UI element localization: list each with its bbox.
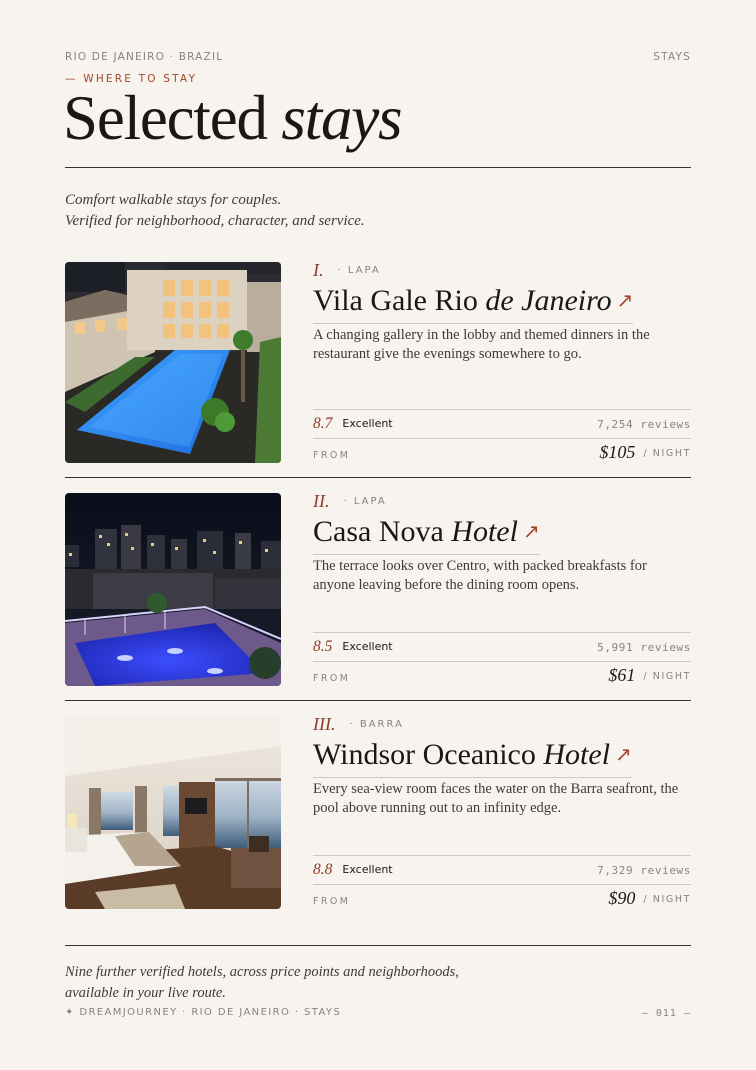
per-night-label: / NIGHT — [643, 671, 691, 682]
kicker: — WHERE TO STAY — [65, 73, 198, 85]
page-title-italic: stays — [281, 83, 402, 153]
price-from-label: FROM — [313, 896, 351, 907]
rating-rule — [313, 632, 691, 633]
per-night-label: / NIGHT — [643, 894, 691, 905]
review-count[interactable]: 7,329 reviews — [597, 864, 691, 877]
footer-rule — [65, 945, 691, 946]
rating-rule — [313, 855, 691, 856]
hotel-name-regular: Vila Gale Rio — [313, 284, 486, 317]
rating-verdict: Excellent — [342, 640, 393, 653]
price-rule — [313, 884, 691, 885]
page-title — [63, 78, 401, 158]
price-block — [608, 888, 691, 909]
hotel-name-italic: Hotel — [451, 515, 518, 548]
rating-line — [313, 415, 393, 433]
rating-line — [313, 638, 393, 656]
location-label: RIO DE JANEIRO · BRAZIL — [65, 51, 224, 63]
rating-rule — [313, 409, 691, 410]
rating-score: 8.8 — [313, 861, 333, 878]
hotel-name-italic: de Janeiro — [485, 284, 612, 317]
price-from-label: FROM — [313, 450, 351, 461]
hotel-description: A changing gallery in the lobby and themed dinners in the restaurant give the evenings somewhere to go. — [313, 327, 650, 362]
intro-line-1: Comfort walkable stays for couples. — [65, 192, 282, 208]
outro-line-2: available in your live route. — [65, 985, 226, 1001]
outro-text — [65, 962, 459, 1004]
rooftop-photo-illustration — [65, 493, 281, 686]
room-photo-illustration — [65, 716, 281, 909]
nightly-price: $105 — [599, 442, 636, 462]
price-block — [608, 665, 691, 686]
review-count[interactable]: 5,991 reviews — [597, 641, 691, 654]
hotel-numeral: I. — [313, 260, 324, 280]
review-count[interactable]: 7,254 reviews — [597, 418, 691, 431]
hotel-name-link[interactable] — [313, 514, 540, 555]
hotel-name-link[interactable] — [313, 283, 633, 324]
hotel-numeral: II. — [313, 491, 330, 511]
external-arrow-icon: ↗ — [615, 742, 632, 766]
rating-verdict: Excellent — [342, 863, 393, 876]
hotel-index-line — [313, 714, 404, 735]
rating-score: 8.5 — [313, 638, 333, 655]
page-title-regular: Selected — [63, 83, 282, 153]
hotel-photo-pool-night[interactable] — [65, 262, 281, 463]
card-divider-1 — [65, 477, 691, 478]
hotel-neighborhood: · LAPA — [337, 265, 381, 276]
nightly-price: $90 — [608, 888, 636, 908]
top-bar — [65, 51, 691, 63]
price-rule — [313, 661, 691, 662]
external-arrow-icon: ↗ — [522, 519, 540, 543]
hotel-numeral: III. — [313, 714, 336, 734]
hotel-neighborhood: · LAPA — [343, 496, 387, 507]
hotel-name-regular: Windsor Oceanico — [313, 738, 544, 771]
page-number: — 011 — — [641, 1008, 691, 1019]
pool-photo-illustration — [65, 262, 281, 463]
rating-score: 8.7 — [313, 415, 333, 432]
per-night-label: / NIGHT — [643, 448, 691, 459]
hotel-index-line — [313, 491, 387, 512]
hotel-name-regular: Casa Nova — [313, 515, 452, 548]
external-arrow-icon: ↗ — [616, 288, 634, 312]
colophon: ✦ DREAMJOURNEY · RIO DE JANEIRO · STAYS — [65, 1007, 342, 1018]
intro-text — [65, 190, 365, 232]
hotel-neighborhood: · BARRA — [349, 719, 404, 730]
nightly-price: $61 — [608, 665, 636, 685]
price-from-label: FROM — [313, 673, 351, 684]
rating-verdict: Excellent — [342, 417, 393, 430]
hotel-description: Every sea-view room faces the water on the Barra seafront, the pool above running out to an infinity edge. — [313, 781, 679, 816]
price-rule — [313, 438, 691, 439]
hotel-description: The terrace looks over Centro, with packed breakfasts for anyone leaving before the dining room opens. — [313, 558, 647, 593]
hotel-name-italic: Hotel — [543, 738, 611, 771]
title-rule — [65, 167, 691, 168]
section-label: STAYS — [653, 51, 691, 63]
rating-line — [313, 861, 393, 879]
page — [65, 0, 691, 1070]
outro-line-1: Nine further verified hotels, across price points and neighborhoods, — [65, 964, 459, 980]
intro-line-2: Verified for neighborhood, character, and service. — [65, 213, 365, 229]
card-divider-2 — [65, 700, 691, 701]
hotel-index-line — [313, 260, 381, 281]
hotel-photo-rooftop-night[interactable] — [65, 493, 281, 686]
price-block — [599, 442, 691, 463]
hotel-photo-sea-view-room[interactable] — [65, 716, 281, 909]
hotel-name-link[interactable] — [313, 737, 632, 778]
